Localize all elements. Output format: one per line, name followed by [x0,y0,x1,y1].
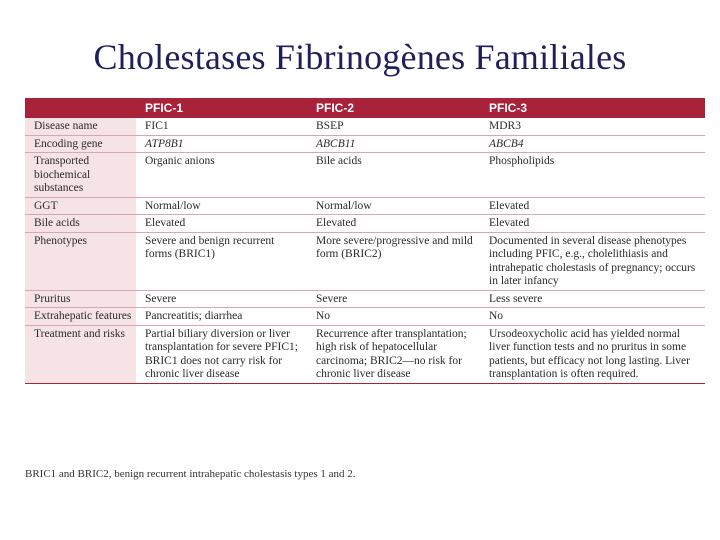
cell-pfic-2: Normal/low [307,197,480,215]
cell-pfic-2: More severe/progressive and mild form (BRIC2) [307,232,480,290]
table-row [25,135,705,153]
table-row [25,308,705,326]
header-pfic-3: PFIC-3 [480,98,705,118]
cell-pfic-2: Elevated [307,215,480,233]
cell-pfic-1: FIC1 [136,118,307,135]
table-row [25,232,705,290]
header-empty [25,98,136,118]
table-row [25,197,705,215]
row-label: Phenotypes [25,232,136,290]
cell-pfic-2: Severe [307,290,480,308]
row-label: Pruritus [25,290,136,308]
row-label: Transported biochemical substances [25,153,136,198]
table-header-row [25,98,705,118]
cell-pfic-2: Recurrence after transplantation; high risk of hepatocellular carcinoma; BRIC2—no risk for chronic liver disease [307,325,480,383]
cell-pfic-1: Elevated [136,215,307,233]
table-footnote: BRIC1 and BRIC2, benign recurrent intrahepatic cholestasis types 1 and 2. [25,468,356,480]
row-label: Treatment and risks [25,325,136,383]
table-row [25,215,705,233]
cell-pfic-3: MDR3 [480,118,705,135]
cell-pfic-1: Normal/low [136,197,307,215]
cell-pfic-1: Organic anions [136,153,307,198]
cell-pfic-3: Documented in several disease phenotypes including PFIC, e.g., cholelithiasis and intrahepatic cholestasis of pregnancy; occurs in later infancy [480,232,705,290]
cell-pfic-2: Bile acids [307,153,480,198]
cell-pfic-1: Severe and benign recurrent forms (BRIC1) [136,232,307,290]
cell-pfic-1: Partial biliary diversion or liver transplantation for severe PFIC1; BRIC1 does not carry risk for chronic liver disease [136,325,307,383]
row-label: Encoding gene [25,135,136,153]
row-label: Extrahepatic features [25,308,136,326]
cell-pfic-3: Less severe [480,290,705,308]
row-label: Bile acids [25,215,136,233]
cell-pfic-3: Elevated [480,215,705,233]
cell-pfic-3: Elevated [480,197,705,215]
header-pfic-2: PFIC-2 [307,98,480,118]
row-label: GGT [25,197,136,215]
cell-pfic-3: No [480,308,705,326]
table-row [25,118,705,135]
row-label: Disease name [25,118,136,135]
cell-pfic-1: ATP8B1 [136,135,307,153]
header-pfic-1: PFIC-1 [136,98,307,118]
table-row [25,153,705,198]
cell-pfic-1: Pancreatitis; diarrhea [136,308,307,326]
cell-pfic-3: Ursodeoxycholic acid has yielded normal liver function tests and no pruritus in some patients, but efficacy not long lasting. Liver transplantation is often required. [480,325,705,383]
cell-pfic-1: Severe [136,290,307,308]
slide-title: Cholestases Fibrinogènes Familiales [93,37,627,77]
cell-pfic-2: No [307,308,480,326]
table-row [25,325,705,383]
cell-pfic-2: BSEP [307,118,480,135]
cell-pfic-3: ABCB4 [480,135,705,153]
cell-pfic-2: ABCB11 [307,135,480,153]
table-row [25,290,705,308]
cell-pfic-3: Phospholipids [480,153,705,198]
pfic-comparison-table [25,98,705,384]
